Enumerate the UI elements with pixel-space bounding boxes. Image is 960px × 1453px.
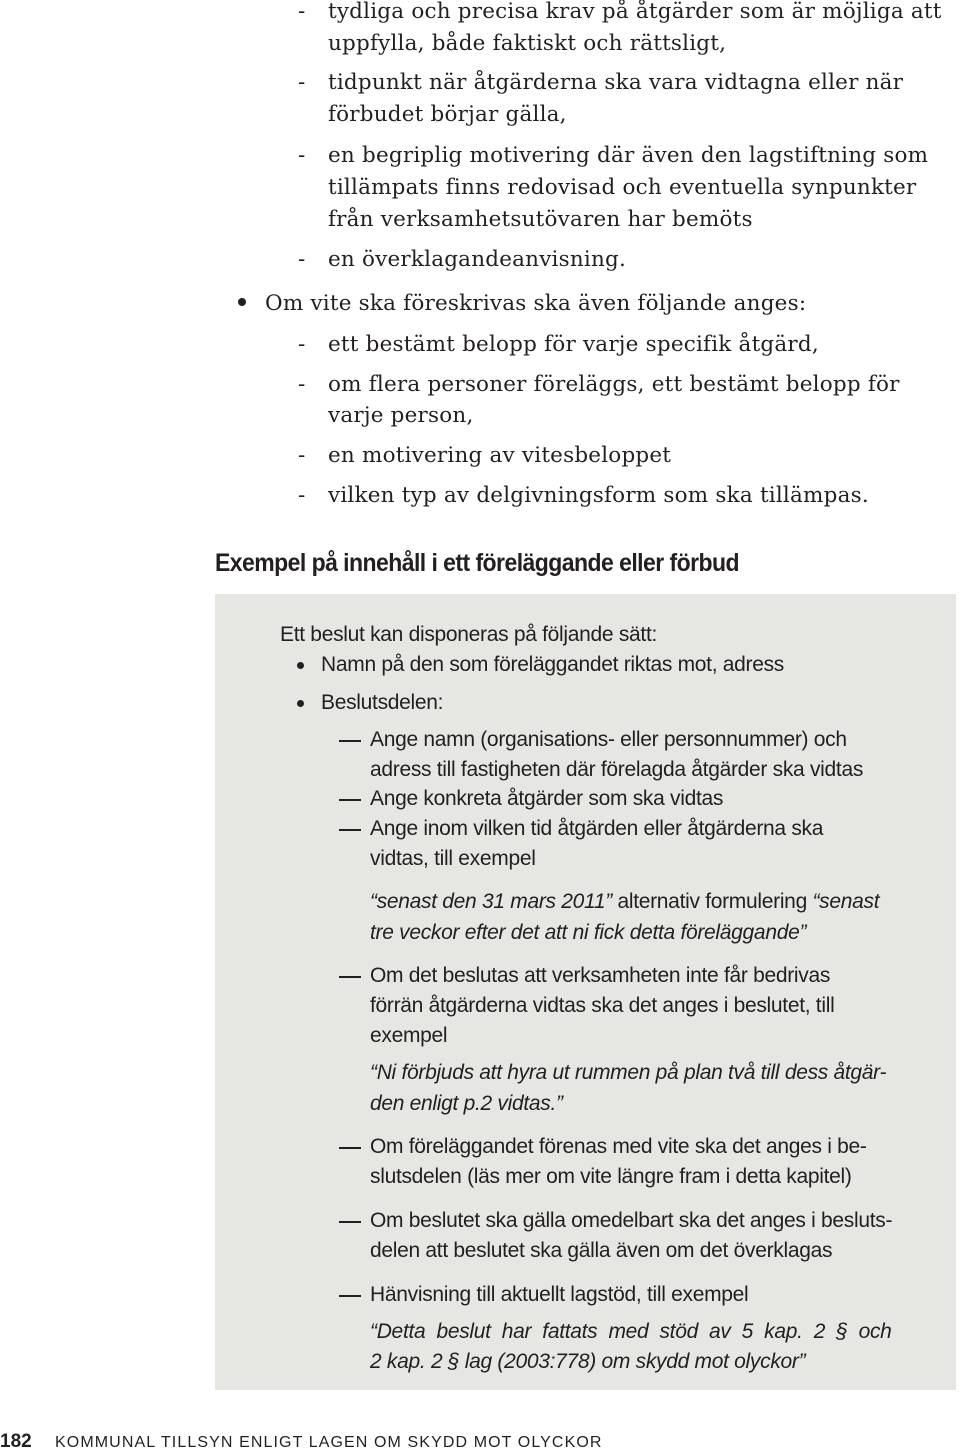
list-item-line: från verksamhetsutövaren har bemöts: [328, 207, 753, 232]
em-dash: [339, 1147, 361, 1149]
box-intro: Ett beslut kan disponeras på följande sätt:: [280, 623, 658, 646]
example-quote: “Ni förbjuds att hyra ut rummen på plan två till dess åtgär-: [370, 1061, 887, 1084]
bullet-dot: [297, 662, 304, 669]
bullet-dot: [297, 700, 304, 707]
list-item-line: vilken typ av delgivningsform som ska tillämpas.: [328, 483, 869, 508]
example-quote: 2 kap. 2 § lag (2003:778) om skydd mot olyckor”: [370, 1350, 806, 1373]
box-bullet: Namn på den som föreläggandet riktas mot, adress: [321, 653, 785, 676]
example-quote-part: “senast den 31 mars 2011”: [370, 890, 612, 913]
em-dash: [339, 1221, 361, 1223]
box-item-line: slutsdelen (läs mer om vite längre fram i detta kapitel): [370, 1165, 852, 1188]
list-item-line: om flera personer föreläggs, ett bestämt belopp för: [328, 372, 900, 397]
example-quote-part: alternativ formulering: [611, 890, 813, 913]
em-dash: [339, 740, 361, 742]
list-item-line: varje person,: [328, 403, 474, 428]
box-item-line: Om föreläggandet förenas med vite ska det anges i be-: [370, 1135, 867, 1158]
page-number: 182: [0, 1431, 32, 1452]
box-item-line: Hänvisning till aktuellt lagstöd, till exempel: [370, 1283, 749, 1306]
list-item-line: ett bestämt belopp för varje specifik åtgärd,: [328, 332, 819, 357]
box-item-line: Ange konkreta åtgärder som ska vidtas: [370, 787, 724, 810]
list-item-line: tillämpats finns redovisad och eventuella synpunkter: [328, 175, 917, 200]
box-item-line: delen att beslutet ska gälla även om det överklagas: [370, 1239, 833, 1262]
example-quote: “Detta beslut har fattats med stöd av 5 kap. 2 § och: [370, 1320, 892, 1343]
dash: -: [298, 332, 306, 357]
box-item-line: Ange namn (organisations- eller personnummer) och: [370, 728, 847, 751]
dash: -: [298, 70, 306, 95]
box-item-line: Ange inom vilken tid åtgärden eller åtgärderna ska: [370, 817, 824, 840]
list-item-line: en överklagandeanvisning.: [328, 247, 627, 272]
list-item-line: en motivering av vitesbeloppet: [328, 443, 672, 468]
dash: -: [298, 143, 306, 168]
dash: -: [298, 372, 306, 397]
box-item-line: Om det beslutas att verksamheten inte får bedrivas: [370, 964, 831, 987]
dash: -: [298, 443, 306, 468]
list-item-line: tydliga och precisa krav på åtgärder som är möjliga att: [328, 0, 942, 24]
bullet-dot: [238, 298, 246, 306]
box-item-line: exempel: [370, 1024, 448, 1047]
dash: -: [298, 0, 306, 24]
example-quote: [370, 891, 879, 912]
list-item-line: tidpunkt när åtgärderna ska vara vidtagna eller när: [328, 70, 904, 95]
list-item-line: förbudet börjar gälla,: [328, 102, 567, 127]
box-item-line: vidtas, till exempel: [370, 847, 536, 870]
dash: -: [298, 247, 306, 272]
em-dash: [339, 829, 361, 831]
box-item-line: adress till fastigheten där förelagda åtgärder ska vidtas: [370, 758, 864, 781]
em-dash: [339, 799, 361, 801]
dash: -: [298, 483, 306, 508]
list-item-line: en begriplig motivering där även den lagstiftning som: [328, 143, 929, 168]
section-heading: Exempel på innehåll i ett föreläggande eller förbud: [215, 549, 739, 577]
list-item-line: uppfylla, både faktiskt och rättsligt,: [328, 31, 727, 56]
running-footer: KOMMUNAL TILLSYN ENLIGT LAGEN OM SKYDD MOT OLYCKOR: [55, 1434, 603, 1451]
bullet-text: Om vite ska föreskrivas ska även följande anges:: [265, 291, 807, 316]
em-dash: [339, 1295, 361, 1297]
box-bullet: Beslutsdelen:: [321, 691, 444, 714]
box-item-line: Om beslutet ska gälla omedelbart ska det anges i besluts-: [370, 1209, 893, 1232]
example-quote-part: “senast: [812, 890, 880, 913]
example-quote: den enligt p.2 vidtas.”: [370, 1092, 563, 1115]
em-dash: [339, 976, 361, 978]
box-item-line: förrän åtgärderna vidtas ska det anges i beslutet, till: [370, 994, 835, 1017]
example-quote: tre veckor efter det att ni fick detta föreläggande”: [370, 921, 807, 944]
